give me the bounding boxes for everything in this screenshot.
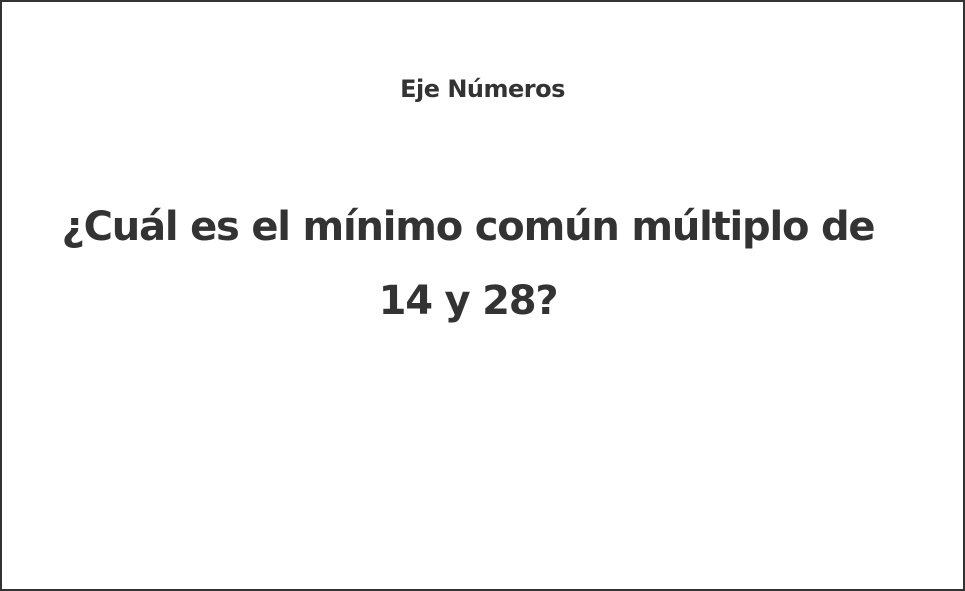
- subject-heading: Eje Números: [400, 75, 565, 103]
- question-text: ¿Cuál es el mínimo común múltiplo de 14 y 28?: [61, 204, 875, 324]
